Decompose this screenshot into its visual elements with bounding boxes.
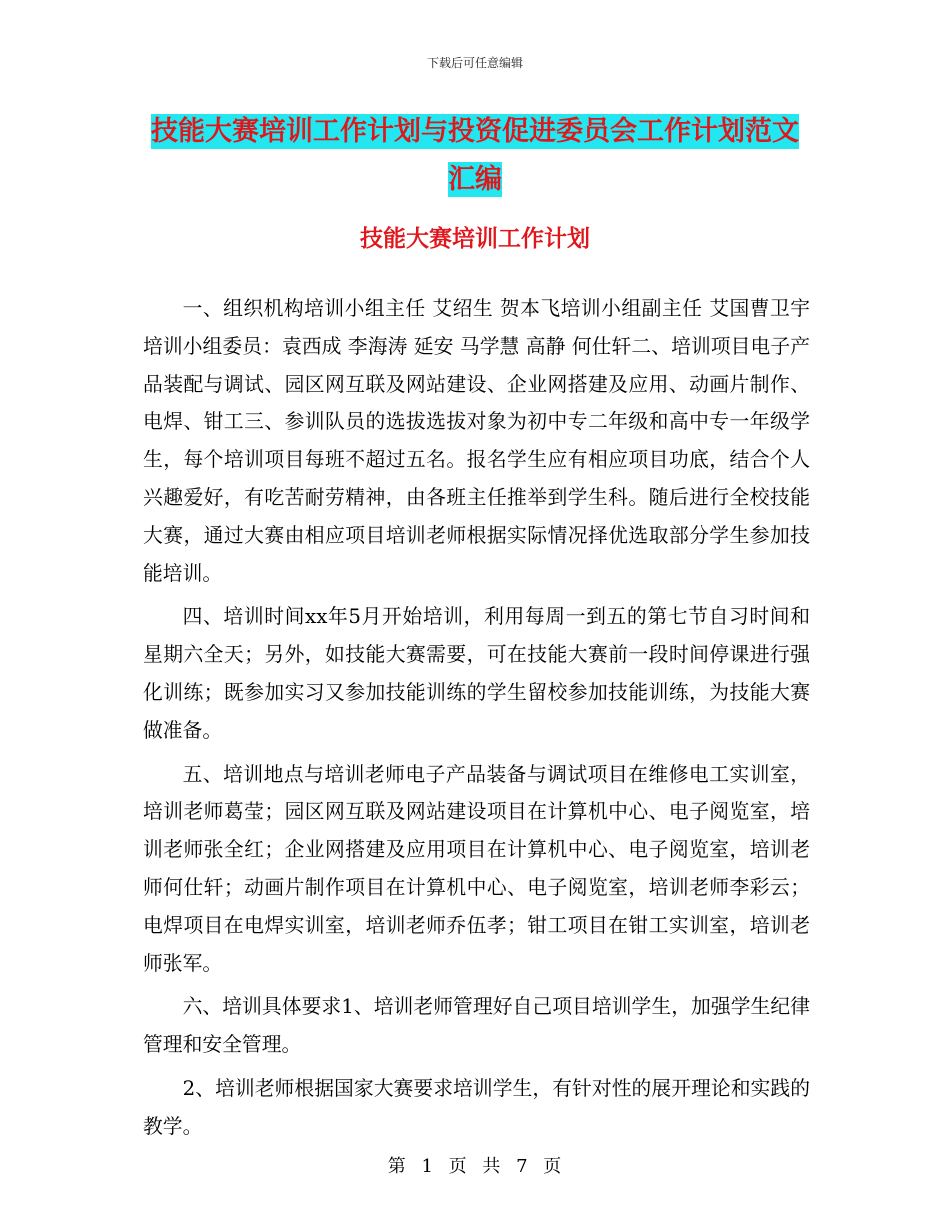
main-title-text: 技能大赛培训工作计划与投资促进委员会工作计划范文汇编 bbox=[151, 116, 799, 195]
section-title: 技能大赛培训工作计划 bbox=[360, 226, 590, 252]
paragraph: 一、组织机构培训小组主任 艾绍生 贺本飞培训小组副主任 艾国曹卫宇培训小组委员：袁西成 李海涛 延安 马学慧 高静 何仕轩二、培训项目电子产品装配与调试、园区网互联及网站建设、企业网搭建及应用、动画片制作、电焊、钳工三、参训队员的选拔选拔对象为初中专二年级和高中专一年级学生，每个培训项目每班不超过五名。报名学生应有相应项目功底，结合个人兴趣爱好，有吃苦耐劳精神，由各班主任推举到学生科。随后进行全校技能大赛，通过大赛由相应项目培训老师根据实际情况择优选取部分学生参加技能培训。 bbox=[143, 297, 810, 585]
paragraph: 2、培训老师根据国家大赛要求培训学生，有针对性的展开理论和实践的教学。 bbox=[143, 1076, 810, 1138]
paragraph: 五、培训地点与培训老师电子产品装备与调试项目在维修电工实训室，培训老师葛莹；园区网互联及网站建设项目在计算机中心、电子阅览室，培训老师张全红；企业网搭建及应用项目在计算机中心、电子阅览室，培训老师何仕轩；动画片制作项目在计算机中心、电子阅览室，培训老师李彩云；电焊项目在电焊实训室，培训老师乔伍孝；钳工项目在钳工实训室，培训老师张军。 bbox=[143, 762, 810, 975]
main-title bbox=[140, 108, 810, 204]
paragraph: 四、培训时间xx年5月开始培训，利用每周一到五的第七节自习时间和星期六全天；另外，如技能大赛需要，可在技能大赛前一段时间停课进行强化训练；既参加实习又参加技能训练的学生留校参加技能训练，为技能大赛做准备。 bbox=[143, 605, 810, 742]
body-text bbox=[143, 290, 810, 1152]
page-footer: 第 1 页 共 7 页 bbox=[387, 1156, 563, 1177]
header-note: 下载后可任意编辑 bbox=[426, 56, 523, 70]
paragraph: 六、培训具体要求1、培训老师管理好自己项目培训学生，加强学生纪律管理和安全管理。 bbox=[143, 995, 810, 1057]
